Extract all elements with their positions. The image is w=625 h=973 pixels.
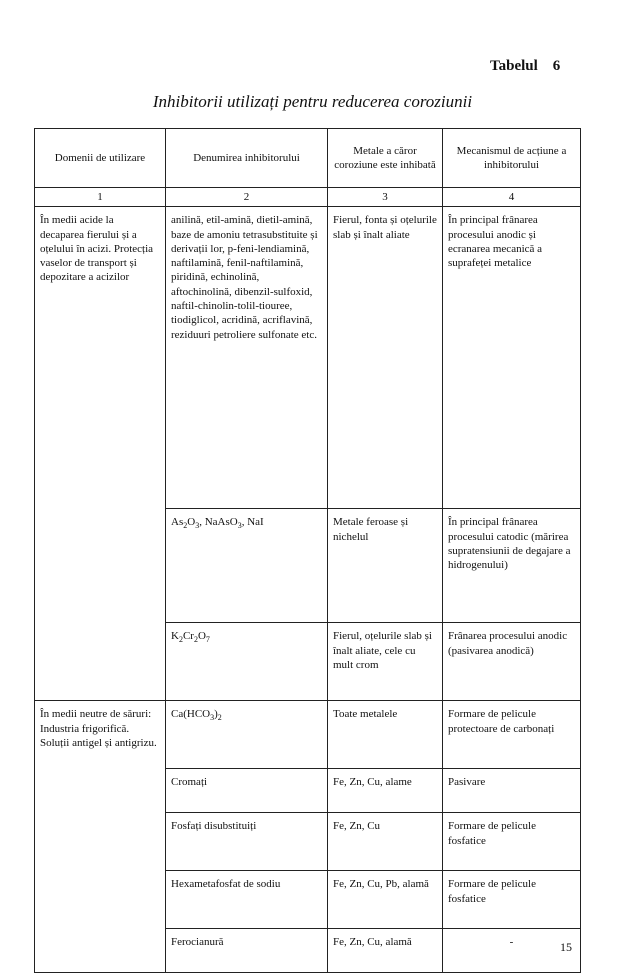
inhibitor-cell: Fosfați disubstituiți bbox=[166, 813, 328, 871]
table-row bbox=[35, 207, 581, 509]
mechanism-cell: Formare de pelicule protectoare de carbonați bbox=[443, 701, 581, 769]
metals-cell: Fe, Zn, Cu, Pb, alamă bbox=[328, 871, 443, 929]
column-header: Metale a căror coroziune este inhibată bbox=[328, 129, 443, 188]
metals-cell: Toate metalele bbox=[328, 701, 443, 769]
table-number-label: Tabelul 6 bbox=[490, 58, 561, 74]
metals-cell: Metale feroase și nichelul bbox=[328, 509, 443, 623]
metals-cell: Fe, Zn, Cu, alamă bbox=[328, 929, 443, 973]
mechanism-cell: Formare de pelicule fosfatice bbox=[443, 871, 581, 929]
column-number: 2 bbox=[166, 188, 328, 207]
metals-cell: Fierul, oțelurile slab și înalt aliate, cele cu mult crom bbox=[328, 623, 443, 701]
mechanism-cell: În principal frânarea procesului catodic (mărirea supratensiunii de degajare a hidrogenului) bbox=[443, 509, 581, 623]
column-number: 1 bbox=[35, 188, 166, 207]
metals-cell: Fe, Zn, Cu, alame bbox=[328, 769, 443, 813]
mechanism-cell: Frânarea procesului anodic (pasivarea anodică) bbox=[443, 623, 581, 701]
inhibitor-cell: $As_2O_3$, NaAsO$_3$, NaI bbox=[166, 509, 328, 623]
column-header: Mecanismul de acțiune a inhibitorului bbox=[443, 129, 581, 188]
domain-cell: În medii neutre de săruri: Industria frigorifică. Soluții antigel și antigrizu. bbox=[35, 701, 166, 973]
column-number-row bbox=[35, 188, 581, 207]
table-row bbox=[35, 701, 581, 769]
inhibitor-cell: Hexametafosfat de sodiu bbox=[166, 871, 328, 929]
page-number: 15 bbox=[560, 940, 572, 954]
inhibitor-cell: $K_2Cr_2O_7$ bbox=[166, 623, 328, 701]
mechanism-cell: - bbox=[443, 929, 581, 973]
mechanism-cell: Pasivare bbox=[443, 769, 581, 813]
mechanism-cell: În principal frânarea procesului anodic și ecranarea mecanică a suprafeței metalice bbox=[443, 207, 581, 509]
column-header: Domenii de utilizare bbox=[35, 129, 166, 188]
mechanism-cell: Formare de pelicule fosfatice bbox=[443, 813, 581, 871]
inhibitor-cell: $Ca(HCO_3)_2$ bbox=[166, 701, 328, 769]
inhibitors-table bbox=[34, 128, 581, 973]
column-header: Denumirea inhibitorului bbox=[166, 129, 328, 188]
metals-cell: Fe, Zn, Cu bbox=[328, 813, 443, 871]
metals-cell: Fierul, fonta și oțelurile slab și înalt aliate bbox=[328, 207, 443, 509]
inhibitor-cell: anilină, etil-amină, dietil-amină, baze de amoniu tetrasubstituite și derivații lor, p-feni-lendiamină, naftilamină, fenil-naftilamină, piridină, echinolină, aftochinolină, dibenzil-sulfoxid, naftil-chinolin-tolil-tiouree, tiodiglicol, acridină, acriflavină, reziduuri petroliere sulfonate etc. bbox=[166, 207, 328, 509]
inhibitor-cell: Cromați bbox=[166, 769, 328, 813]
column-number: 4 bbox=[443, 188, 581, 207]
inhibitor-cell: Ferocianură bbox=[166, 929, 328, 973]
page-title: Inhibitorii utilizați pentru reducerea coroziunii bbox=[152, 92, 473, 111]
column-number: 3 bbox=[328, 188, 443, 207]
domain-cell: În medii acide la decaparea fierului și a oțelului în acizi. Protecția vaselor de transport și depozitare a acizilor bbox=[35, 207, 166, 701]
